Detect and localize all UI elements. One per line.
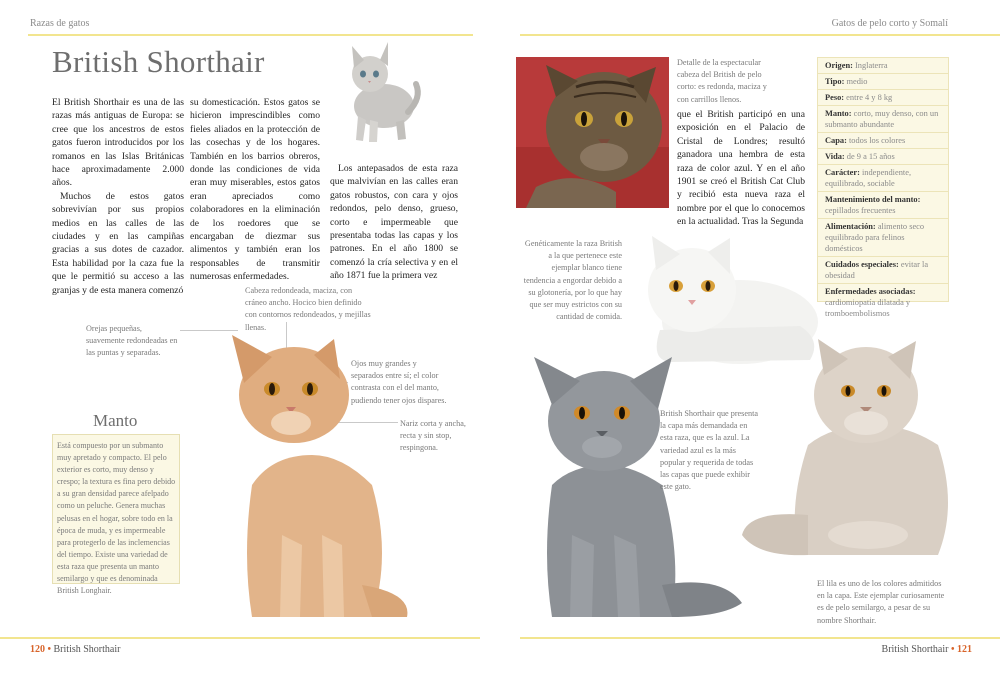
info-row <box>818 90 948 106</box>
lilac-cat-photo <box>738 335 978 565</box>
annotation-cabeza: Cabeza redondeada, maciza, con cráneo ancho. Hocico bien definido con contornos redondeados, y mejillas llenas. <box>245 286 371 332</box>
header-rule-right <box>520 34 1000 36</box>
info-value: alimento seco equilibrado para felinos domésticos <box>825 222 925 253</box>
breed-info-box <box>817 57 949 318</box>
body-column-2 <box>190 96 320 284</box>
footer-bullet: • <box>950 644 955 655</box>
body-column-3 <box>330 162 458 283</box>
body-paragraph: Muchos de estos gatos sobrevivían por sus propios medios en las calles de las ciudades y en las campiñas gracias a sus dotes de cazador. Esta habilidad por la caza fue la que le permitió su acceso a las granjas y de esta manera comenzó <box>52 190 184 296</box>
page-number-left: 120 <box>30 644 45 655</box>
footer-title-right: British Shorthair <box>881 644 949 655</box>
running-header-left: Razas de gatos <box>30 18 90 29</box>
info-key: Manto: <box>825 109 852 118</box>
info-key: Capa: <box>825 136 847 145</box>
info-key: Enfermedades asociadas: <box>825 287 916 296</box>
footer-bullet: • <box>47 644 52 655</box>
manto-box <box>52 434 180 596</box>
info-value: entre 4 y 8 kg <box>846 93 893 102</box>
annotation-lila: El lila es uno de los colores admitidos en la capa. Este ejemplar curiosamente es de pelo semilargo, a pesar de su nombre Shorthair. <box>817 579 945 625</box>
info-value: de 9 a 15 años <box>846 152 895 161</box>
annotation-detalle: Detalle de la espectacular cabeza del British de pelo corto: es redonda, maciza y con carrillos llenos. <box>677 58 767 104</box>
annotation-leader <box>180 330 238 331</box>
info-row <box>818 133 948 149</box>
info-value: independiente, equilibrado, sociable <box>825 168 912 188</box>
info-key: Origen: <box>825 61 853 70</box>
annotation-orejas: Orejas pequeñas, suavemente redondeadas en las puntas y separadas. <box>86 324 178 358</box>
cat-head-closeup-photo <box>516 57 669 208</box>
info-row <box>818 149 948 165</box>
body-column-1 <box>52 96 184 297</box>
info-row <box>818 58 948 74</box>
info-value: todos los colores <box>848 136 906 145</box>
info-row <box>818 284 948 321</box>
footer-title-left: British Shorthair <box>53 644 121 655</box>
info-row <box>818 165 948 192</box>
info-row <box>818 219 948 257</box>
manto-heading: Manto <box>93 411 138 430</box>
info-row <box>818 257 948 284</box>
info-value: Inglaterra <box>855 61 888 70</box>
info-row <box>818 106 948 133</box>
info-value: cardiomiopatía dilatada y tromboembolismos <box>825 298 911 318</box>
annotation-nariz: Nariz corta y ancha, recta y sin stop, respingona. <box>400 419 466 453</box>
footer-left <box>30 644 120 655</box>
info-key: Mantenimiento del manto: <box>825 195 921 204</box>
info-value: medio <box>846 77 868 86</box>
page-number-right: 121 <box>957 644 972 655</box>
info-key: Alimentación: <box>825 222 876 231</box>
page-title: British Shorthair <box>52 44 265 79</box>
body-paragraph: Los antepasados de esta raza que malvivían en las calles eran gatos robustos, con cara y ojos redondos, pelo denso, grueso, corto e impermeable que presentaba todas las capas y los patrones. En el año 1800 se comenzó la cría selectiva y en el año 1871 fue la primera vez <box>330 163 458 282</box>
annotation-azul: British Shorthair que presenta la capa más demandada en esta raza, que es la azul. La variedad azul es la más popular y requerida de todas las capas que puede exhibir este gato. <box>660 409 759 492</box>
info-value: evitar la obesidad <box>825 260 929 280</box>
body-paragraph: El British Shorthair es una de las razas más antiguas de Europa: se cree que los ancestros de estos gatos fueron introducidos por los romanos en las Islas Británicas hace aproximadamente 2.000 años. <box>52 97 184 189</box>
footer-rule-right <box>520 637 1000 639</box>
info-row <box>818 192 948 219</box>
footer-right <box>882 644 972 655</box>
body-paragraph: su domesticación. Estos gatos se hicieron imprescindibles como fieles aliados en la protección de las cosechas y de los hogares. También en los barrios obreros, donde las condiciones de vida eran muy miserables, estos gatos eran apreciados como colaboradores en la eliminación de los roedores que se encargaban de diezmar sus alimentos y también eran los responsables de transmitir numerosas enfermedades. <box>190 97 320 283</box>
orange-cat-photo <box>222 335 422 627</box>
manto-text: Está compuesto por un submanto muy apretado y compacto. El pelo exterior es corto, muy denso y crespo; la textura es fina pero debido a su gran densidad parece afelpado como un peluche. Genera muchas pelusas en el hogar, sobre todo en la época de muda, y es impermeable para protegerlo de las inclemencias del tiempo. Existe una variedad de esta raza que presenta un manto semilargo y que es denominada British Longhair. <box>57 441 176 596</box>
annotation-ojos: Ojos muy grandes y separados entre sí; el color contrasta con el del manto, pudiendo tener ojos dispares. <box>351 359 447 405</box>
info-key: Cuidados especiales: <box>825 260 899 269</box>
info-value: corto, muy denso, con un submanto abundante <box>825 109 939 129</box>
info-key: Vida: <box>825 152 845 161</box>
info-value: cepillados frecuentes <box>825 206 896 215</box>
info-key: Carácter: <box>825 168 860 177</box>
info-key: Peso: <box>825 93 845 102</box>
running-header-right: Gatos de pelo corto y Somalí <box>831 18 948 29</box>
kitten-photo <box>336 28 426 148</box>
footer-rule-left <box>0 637 480 639</box>
info-key: Tipo: <box>825 77 845 86</box>
info-row <box>818 74 948 90</box>
body-column-4 <box>677 108 805 229</box>
annotation-blanco: Genéticamente la raza British a la que pertenece este ejemplar blanco tiene tendencia a engordar debido a su glotonería, por lo que hay que ser muy estrictos con su cantidad de comida. <box>523 239 622 322</box>
body-paragraph: que el British participó en una exposición en el Palacio de Cristal de Londres; resultó ganadora una hembra de esta raza de color azul. Y en el año 1901 se creó el British Cat Club y recibió esta nueva raza el nombre por el que lo conocemos en la actualidad. Tras la Segunda <box>677 109 805 228</box>
